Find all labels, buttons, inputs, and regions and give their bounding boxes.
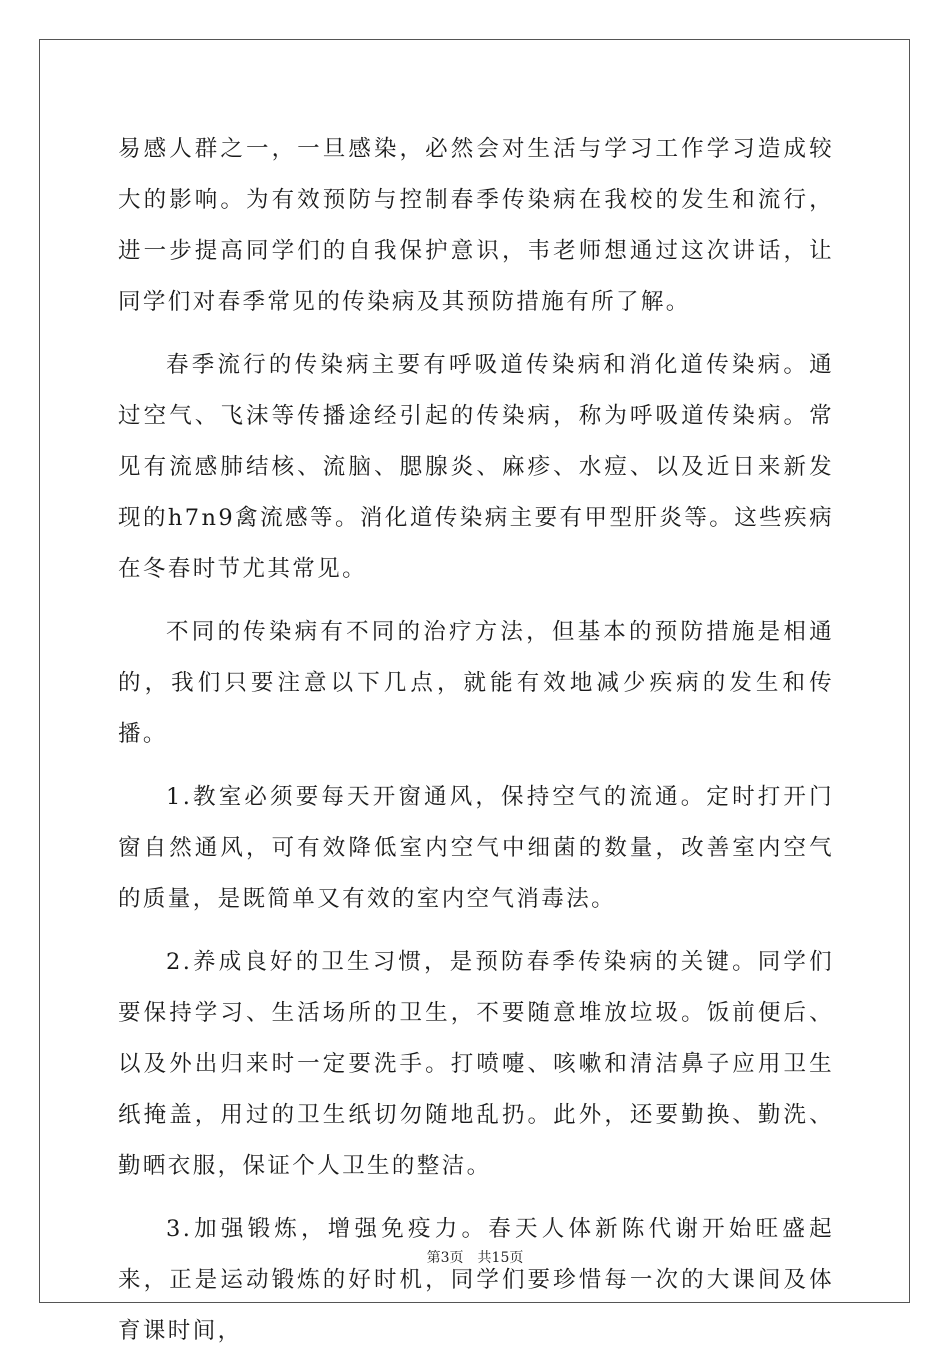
- paragraph-point-1: 1.教室必须要每天开窗通风，保持空气的流通。定时打开门窗自然通风，可有效降低室内空气中细菌的数量，改善室内空气的质量，是既简单又有效的室内空气消毒法。: [118, 784, 834, 912]
- paragraph-point-3: 3.加强锻炼，增强免疫力。春天人体新陈代谢开始旺盛起来，正是运动锻炼的好时机，同学们要珍惜每一次的大课间及体育课时间，: [118, 1216, 834, 1344]
- document-body: [118, 124, 834, 1369]
- page-number: 第3页: [426, 1250, 464, 1266]
- paragraph-prevention-intro: 不同的传染病有不同的治疗方法，但基本的预防措施是相通的，我们只要注意以下几点，就能有效地减少疾病的发生和传播。: [118, 619, 834, 747]
- page-footer: [0, 1247, 950, 1267]
- page-total: 共15页: [477, 1250, 524, 1266]
- paragraph-point-2: 2.养成良好的卫生习惯，是预防春季传染病的关键。同学们要保持学习、生活场所的卫生，不要随意堆放垃圾。饭前便后、以及外出归来时一定要洗手。打喷嚏、咳嗽和清洁鼻子应用卫生纸掩盖，用过的卫生纸切勿随地乱扔。此外，还要勤换、勤洗、勤晒衣服，保证个人卫生的整洁。: [118, 949, 834, 1179]
- paragraph-respiratory-diseases: 春季流行的传染病主要有呼吸道传染病和消化道传染病。通过空气、飞沫等传播途经引起的传染病，称为呼吸道传染病。常见有流感肺结核、流脑、腮腺炎、麻疹、水痘、以及近日来新发现的h7n9禽流感等。消化道传染病主要有甲型肝炎等。这些疾病在冬春时节尤其常见。: [118, 352, 834, 582]
- paragraph-continued: 易感人群之一，一旦感染，必然会对生活与学习工作学习造成较大的影响。为有效预防与控制春季传染病在我校的发生和流行，进一步提高同学们的自我保护意识，韦老师想通过这次讲话，让同学们对春季常见的传染病及其预防措施有所了解。: [118, 136, 834, 315]
